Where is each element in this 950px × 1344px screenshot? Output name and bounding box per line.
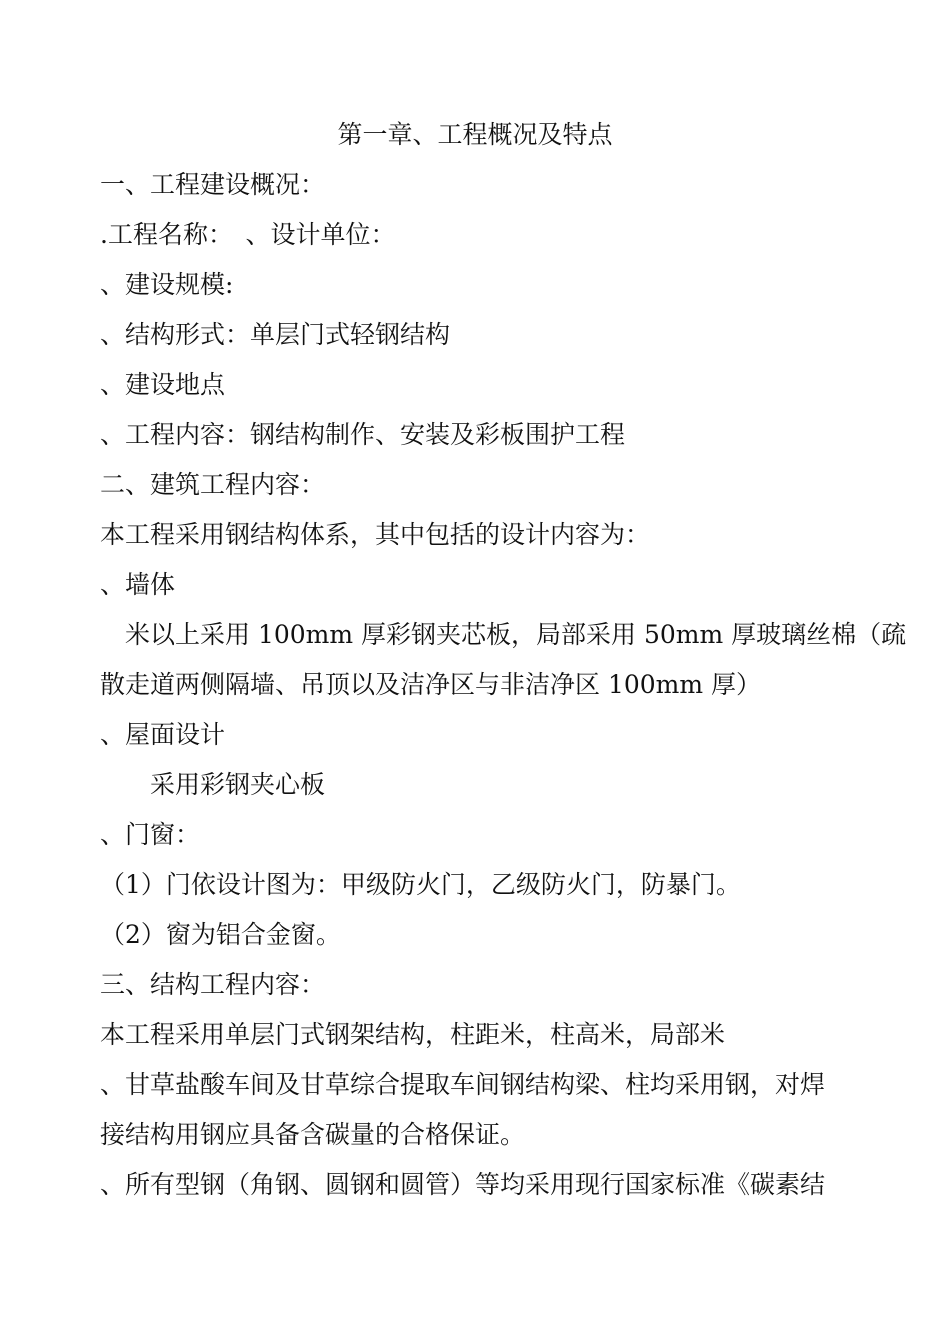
text-line-doors: （1）门依设计图为：甲级防火门，乙级防火门，防暴门。: [100, 870, 741, 899]
text-line-doors-windows: 、门窗：: [100, 820, 201, 849]
chapter-title: 第一章、工程概况及特点: [337, 120, 613, 149]
text-line-frame: 本工程采用单层门式钢架结构，柱距米，柱高米，局部米: [100, 1020, 726, 1049]
text-line-scale: 、建设规模:: [100, 270, 234, 299]
text-line-wall: 、墙体: [100, 570, 176, 599]
text-line-roof: 、屋面设计: [100, 720, 226, 749]
section-heading-architecture: 二、建筑工程内容：: [100, 470, 326, 499]
text-line-profiles: 、所有型钢（角钢、圆钢和圆管）等均采用现行国家标准《碳素结: [100, 1170, 826, 1199]
text-line-wall-detail-2: 散走道两侧隔墙、吊顶以及洁净区与非洁净区 100mm 厚）: [100, 670, 762, 699]
section-heading-structure: 三、结构工程内容：: [100, 970, 326, 999]
section-heading-overview: 一、工程建设概况：: [100, 170, 326, 199]
text-line-roof-detail: 采用彩钢夹心板: [100, 770, 326, 799]
text-line-location: 、建设地点: [100, 370, 226, 399]
text-line-project-name: .工程名称： 、设计单位：: [100, 220, 396, 249]
text-line-windows: （2）窗为铝合金窗。: [100, 920, 341, 949]
text-line-beams: 、甘草盐酸车间及甘草综合提取车间钢结构梁、柱均采用钢，对焊: [100, 1070, 826, 1099]
text-line-carbon: 接结构用钢应具备含碳量的合格保证。: [100, 1120, 526, 1149]
text-line-work-content: 、工程内容：钢结构制作、安装及彩板围护工程: [100, 420, 626, 449]
text-line-structure-form: 、结构形式：单层门式轻钢结构: [100, 320, 451, 349]
text-line-wall-detail-1: 米以上采用 100mm 厚彩钢夹芯板，局部采用 50mm 厚玻璃丝棉（疏: [100, 620, 907, 649]
text-line-steel-system: 本工程采用钢结构体系，其中包括的设计内容为：: [100, 520, 651, 549]
